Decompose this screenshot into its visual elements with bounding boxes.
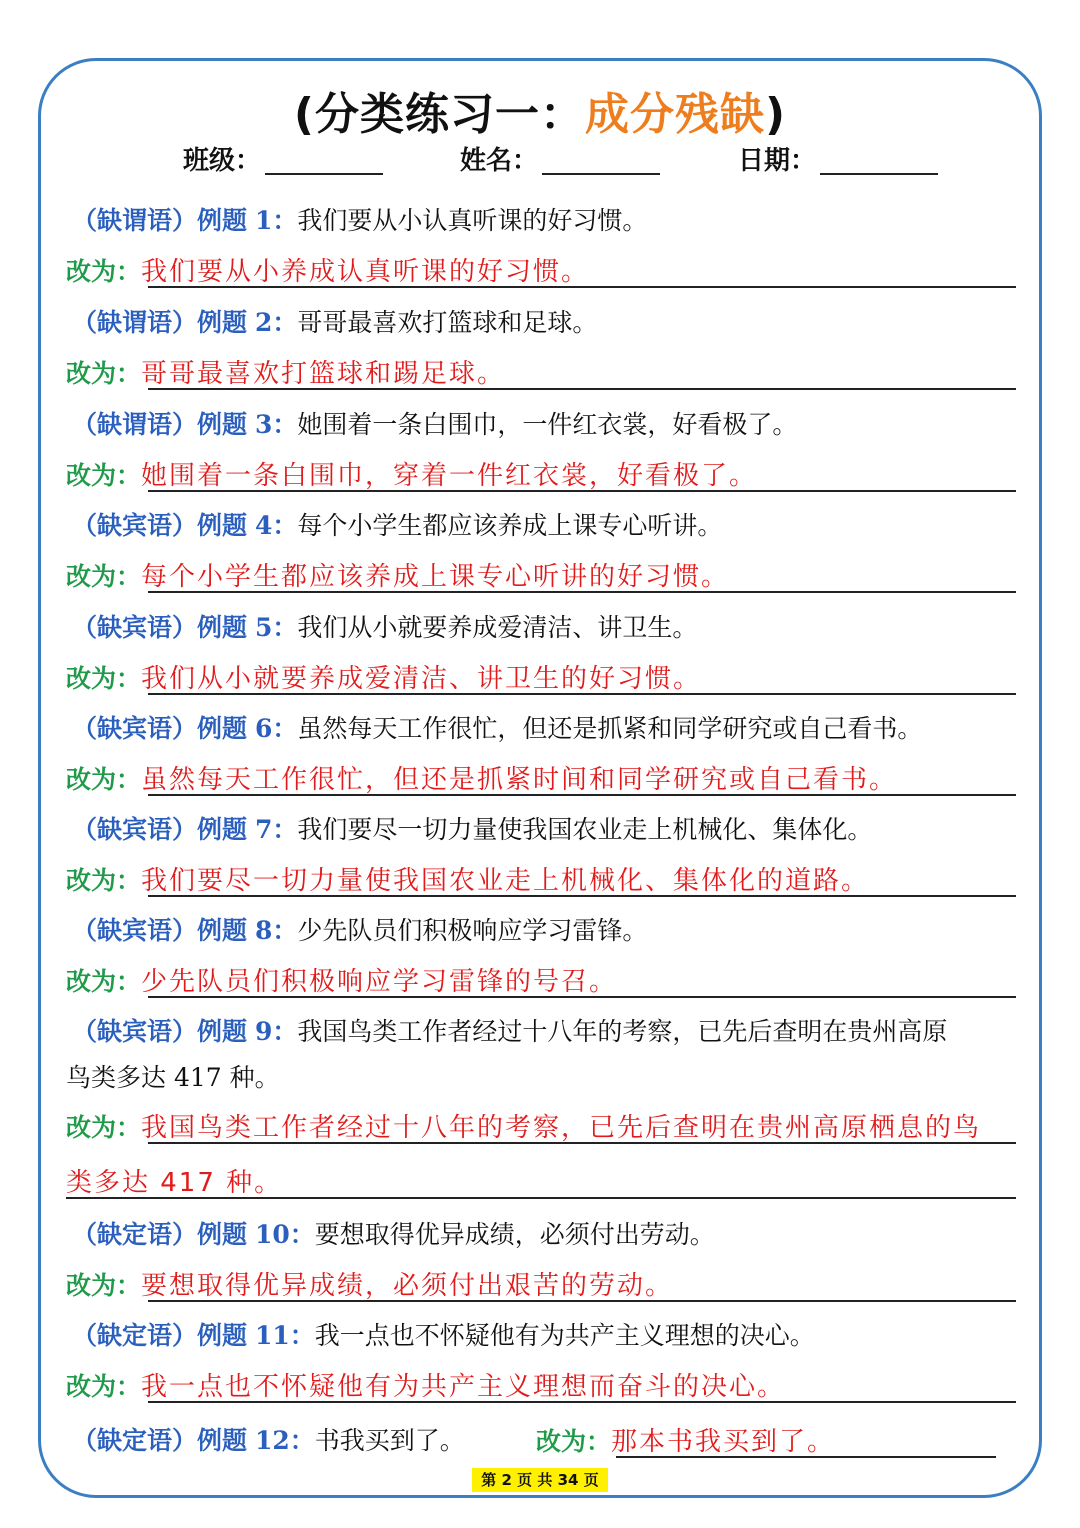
question-text: 少先队员们积极响应学习雷锋。: [297, 916, 648, 945]
answer-label: 改为：: [66, 1271, 142, 1300]
question-10: [72, 1212, 1022, 1258]
question-number: 2：: [254, 308, 298, 337]
question-example-label: 例题: [197, 1321, 248, 1350]
question-tag: （缺宾语）: [72, 613, 198, 642]
question-3: [72, 402, 1022, 448]
answer-text: 我们要从小养成认真听课的好习惯。: [141, 257, 590, 287]
question-11: [72, 1313, 1022, 1359]
question-text: 要想取得优异成绩，必须付出劳动。: [314, 1220, 715, 1249]
question-1: [72, 198, 1022, 244]
answer-label: 改为：: [66, 562, 142, 591]
question-example-label: 例题: [197, 613, 248, 642]
question-example-label: 例题: [197, 815, 248, 844]
answer-text: 我一点也不怀疑他有为共产主义理想而奋斗的决心。: [141, 1372, 786, 1402]
title-prefix: (分类练习一：: [293, 89, 585, 140]
question-text: 我们从小就要养成爱清洁、讲卫生。: [297, 613, 698, 642]
question-6: [72, 706, 1022, 752]
question-8: [72, 908, 1022, 954]
question-example-label: 例题: [197, 206, 248, 235]
class-input[interactable]: [265, 143, 383, 175]
question-number: 9：: [254, 1017, 298, 1046]
answer-underline: [148, 1401, 1016, 1403]
question-example-label: 例题: [197, 410, 248, 439]
answer-label: 改为：: [66, 461, 142, 490]
date-field: [738, 140, 938, 177]
question-text: 书我买到了。: [314, 1426, 465, 1455]
question-tag: （缺谓语）: [72, 206, 198, 235]
question-example-label: 例题: [197, 308, 248, 337]
question-tag: （缺宾语）: [72, 714, 198, 743]
answer-label: 改为：: [66, 257, 142, 286]
question-tag: （缺谓语）: [72, 308, 198, 337]
question-example-label: 例题: [197, 1426, 248, 1455]
answer-label: 改为：: [66, 1113, 142, 1142]
answer-label: 改为：: [66, 967, 142, 996]
answer-text: 每个小学生都应该养成上课专心听讲的好习惯。: [141, 562, 730, 592]
page-number: 第 2 页 共 34 页: [472, 1468, 608, 1492]
class-field: [183, 140, 383, 177]
question-tag: （缺定语）: [72, 1426, 198, 1455]
answer-underline: [148, 794, 1016, 796]
title-highlight: 成分残缺: [585, 89, 765, 140]
answer-label: 改为：: [66, 866, 142, 895]
answer-text: 我们从小就要养成爱清洁、讲卫生的好习惯。: [141, 664, 702, 694]
date-label: 日期：: [738, 146, 817, 176]
answer-underline: [148, 1300, 1016, 1302]
question-number: 11：: [254, 1321, 315, 1350]
answer-label: 改为：: [536, 1427, 612, 1456]
question-text: 哥哥最喜欢打篮球和足球。: [297, 308, 598, 337]
question-number: 1：: [254, 206, 298, 235]
answer-label: 改为：: [66, 664, 142, 693]
question-number: 6：: [254, 714, 298, 743]
question-tag: （缺宾语）: [72, 815, 198, 844]
answer-underline: [148, 996, 1016, 998]
question-number: 12：: [254, 1426, 315, 1455]
answer-underline: [616, 1456, 996, 1458]
answer-text: 哥哥最喜欢打篮球和踢足球。: [141, 359, 506, 389]
answer-underline: [148, 490, 1016, 492]
answer-text: 那本书我买到了。: [611, 1427, 836, 1457]
answer-text: 要想取得优异成绩，必须付出艰苦的劳动。: [141, 1271, 674, 1301]
answer-underline: [148, 895, 1016, 897]
question-text: 我一点也不怀疑他有为共产主义理想的决心。: [314, 1321, 815, 1350]
title-suffix: ): [765, 89, 787, 140]
question-2: [72, 300, 1022, 346]
answer-underline: [148, 591, 1016, 593]
answer-underline: [66, 1197, 1016, 1199]
question-number: 10：: [254, 1220, 315, 1249]
question-number: 8：: [254, 916, 298, 945]
question-tag: （缺宾语）: [72, 511, 198, 540]
question-9-continued: [66, 1055, 1016, 1101]
question-text: 我们要从小认真听课的好习惯。: [297, 206, 648, 235]
answer-text-continued: 类多达 417 种。: [66, 1168, 283, 1198]
answer-underline: [148, 693, 1016, 695]
question-text: 每个小学生都应该养成上课专心听讲。: [297, 511, 723, 540]
question-text: 我们要尽一切力量使我国农业走上机械化、集体化。: [297, 815, 873, 844]
question-number: 7：: [254, 815, 298, 844]
question-text: 虽然每天工作很忙，但还是抓紧和同学研究或自己看书。: [297, 714, 923, 743]
question-example-label: 例题: [197, 511, 248, 540]
question-5: [72, 605, 1022, 651]
question-example-label: 例题: [197, 1220, 248, 1249]
question-number: 5：: [254, 613, 298, 642]
answer-underline: [148, 1142, 1016, 1144]
question-text-continued: 鸟类多达 417 种。: [66, 1063, 280, 1092]
answer-text: 我们要尽一切力量使我国农业走上机械化、集体化的道路。: [141, 866, 870, 896]
answer-text: 少先队员们积极响应学习雷锋的号召。: [141, 967, 618, 997]
question-text: 她围着一条白围巾，一件红衣裳，好看极了。: [297, 410, 798, 439]
answer-text: 虽然每天工作很忙，但还是抓紧时间和同学研究或自己看书。: [141, 765, 898, 795]
class-label: 班级：: [183, 146, 262, 176]
question-number: 4：: [254, 511, 298, 540]
question-9: [72, 1009, 1022, 1055]
page-title: [0, 78, 1080, 142]
name-input[interactable]: [542, 143, 660, 175]
answer-underline: [148, 286, 1016, 288]
question-7: [72, 807, 1022, 853]
question-tag: （缺宾语）: [72, 916, 198, 945]
answer-label: 改为：: [66, 1372, 142, 1401]
question-text: 我国鸟类工作者经过十八年的考察，已先后查明在贵州高原: [297, 1017, 948, 1046]
question-tag: （缺定语）: [72, 1220, 198, 1249]
date-input[interactable]: [820, 143, 938, 175]
question-tag: （缺定语）: [72, 1321, 198, 1350]
answer-label: 改为：: [66, 359, 142, 388]
question-4: [72, 503, 1022, 549]
answer-text: 她围着一条白围巾，穿着一件红衣裳，好看极了。: [141, 461, 758, 491]
name-field: [460, 140, 660, 177]
question-tag: （缺谓语）: [72, 410, 198, 439]
answer-underline: [148, 388, 1016, 390]
question-example-label: 例题: [197, 714, 248, 743]
name-label: 姓名：: [460, 146, 539, 176]
answer-label: 改为：: [66, 765, 142, 794]
question-example-label: 例题: [197, 916, 248, 945]
answer-text: 我国鸟类工作者经过十八年的考察，已先后查明在贵州高原栖息的鸟: [141, 1113, 982, 1143]
question-number: 3：: [254, 410, 298, 439]
question-example-label: 例题: [197, 1017, 248, 1046]
question-tag: （缺宾语）: [72, 1017, 198, 1046]
